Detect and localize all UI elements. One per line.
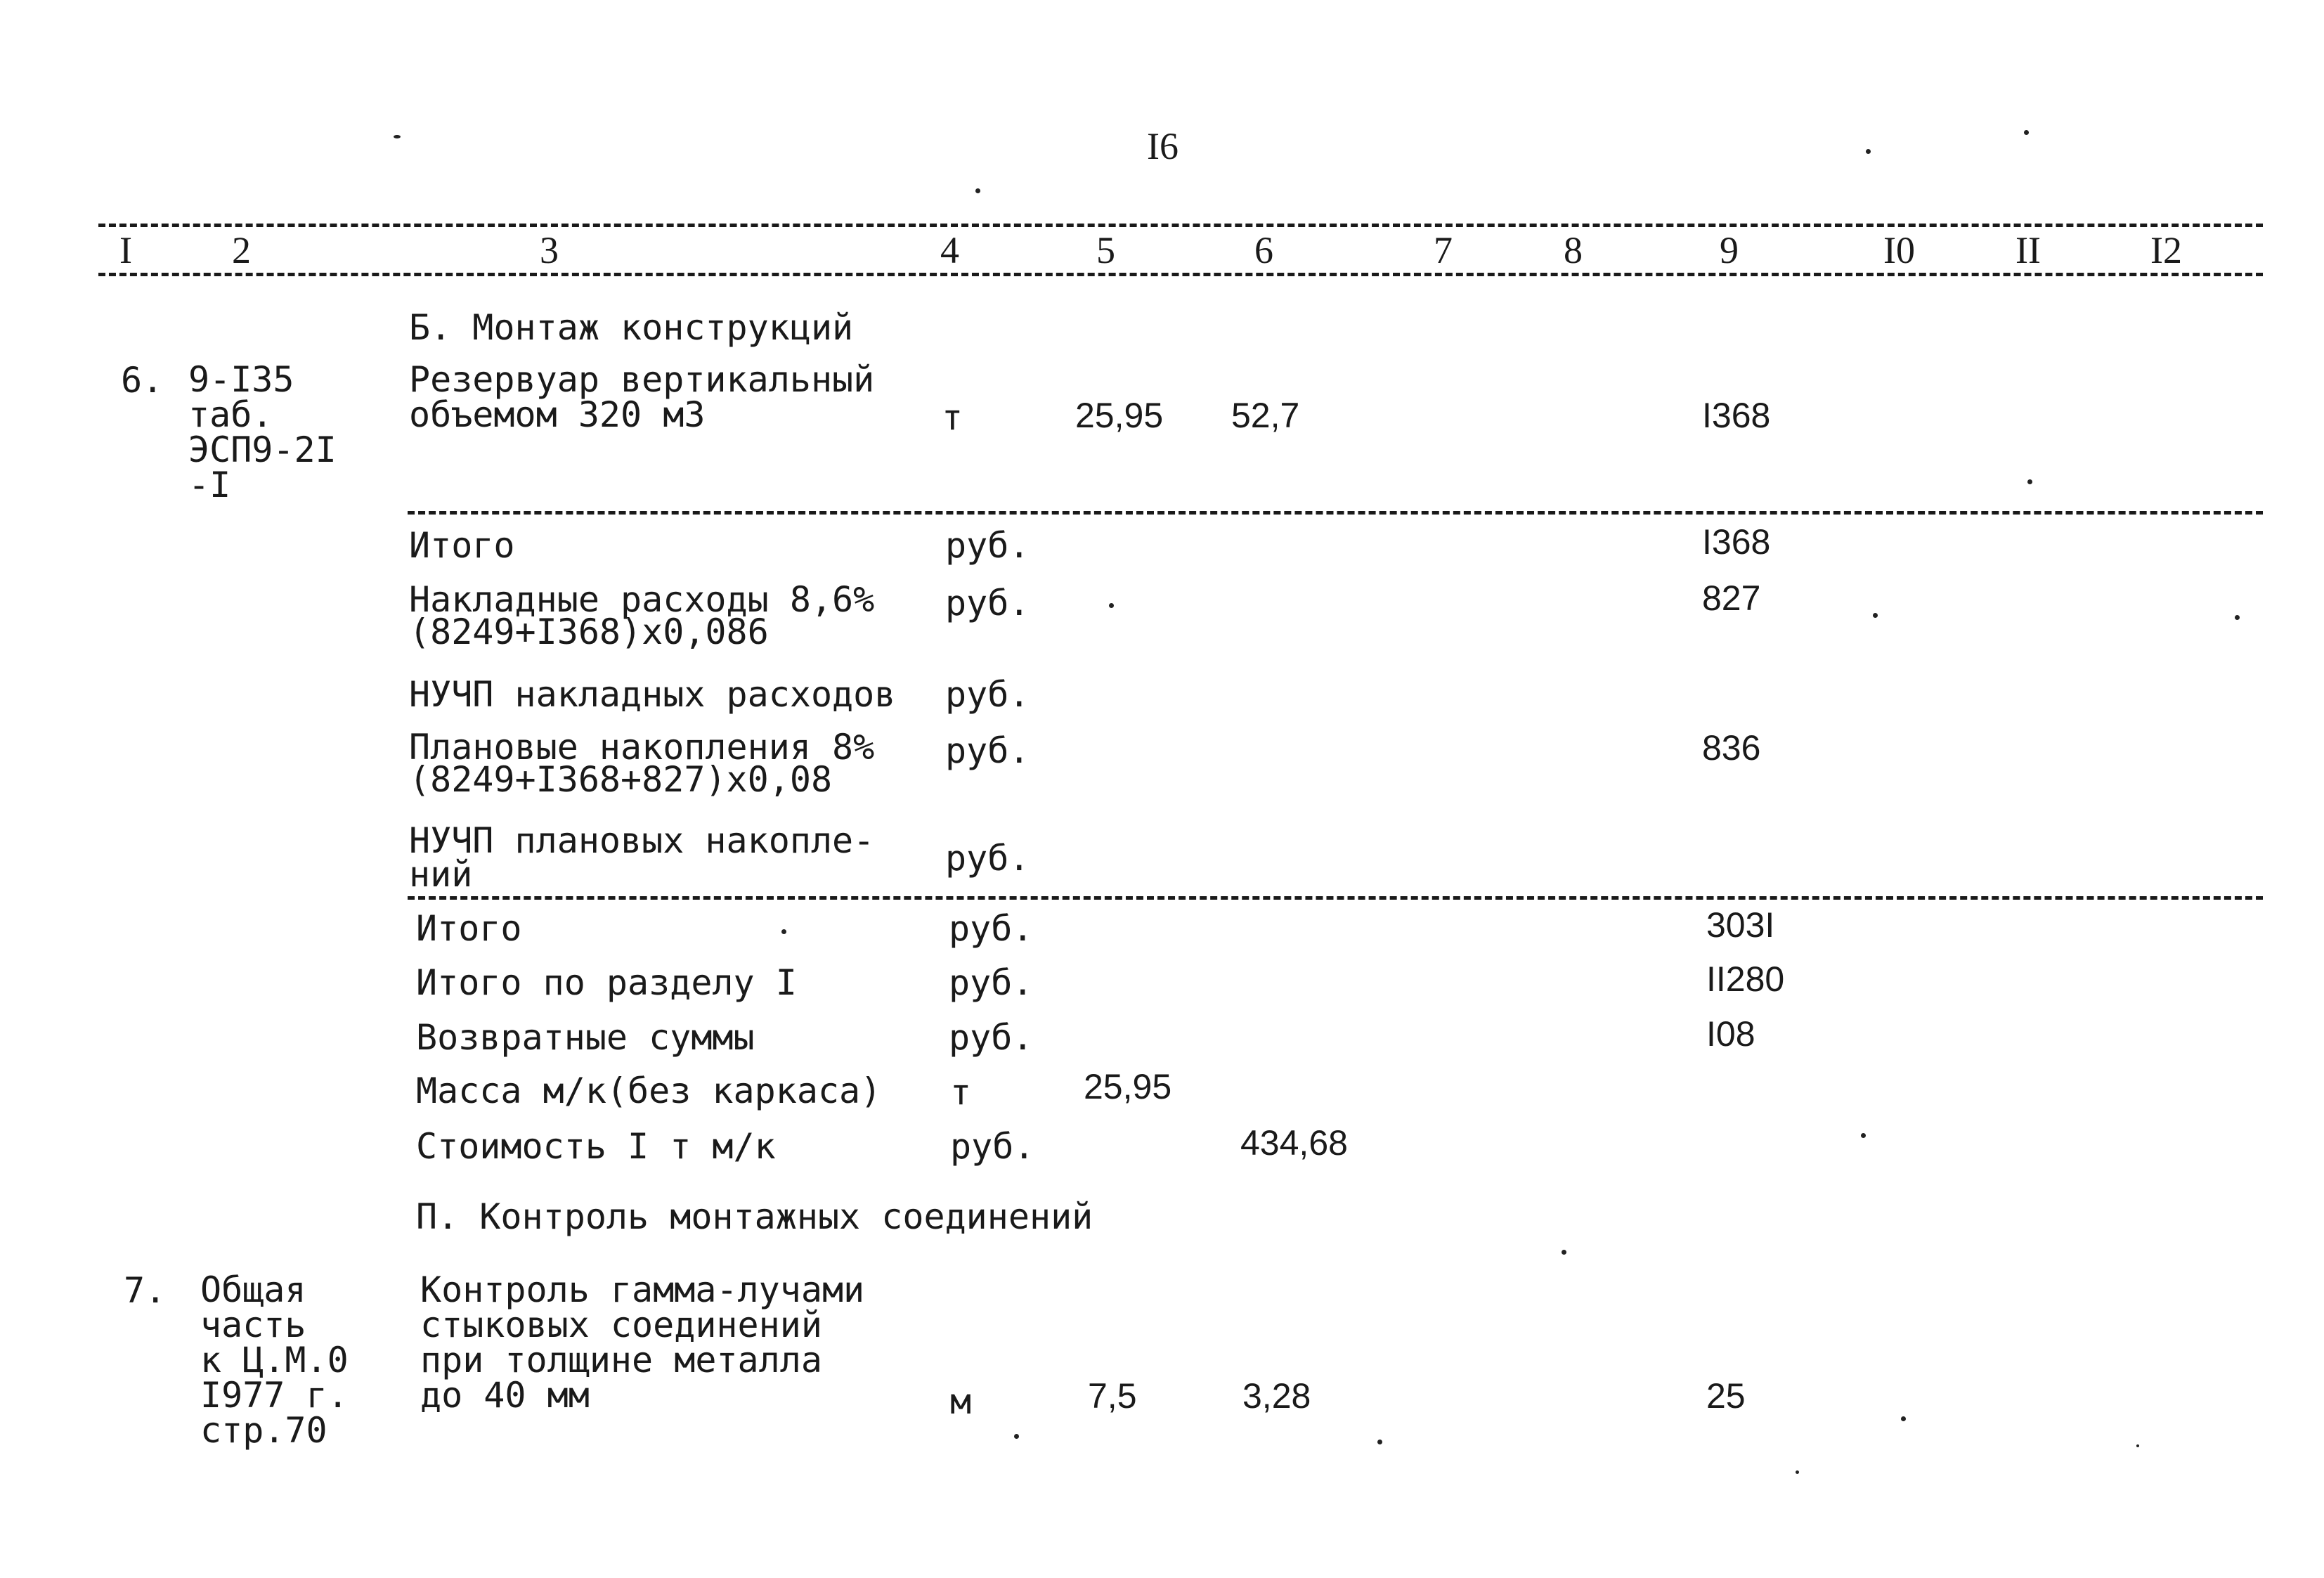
summary-itogo-label: Итого	[409, 525, 515, 566]
table-top-rule	[98, 224, 2263, 227]
scan-speck	[2027, 479, 2032, 484]
column-header-11: II	[2015, 229, 2041, 271]
return-sums-value: I08	[1706, 1014, 1755, 1054]
scan-speck	[1866, 149, 1871, 154]
column-header-6: 6	[1254, 229, 1273, 271]
cost-per-ton-unit: руб.	[950, 1126, 1035, 1167]
item7-reference: Общая часть к Ц.М.0 I977 г. стр.70	[200, 1269, 349, 1451]
scan-speck	[2136, 1444, 2139, 1447]
summary-divider	[408, 896, 2263, 900]
cost-per-ton-label: Стоимость I т м/к	[416, 1126, 776, 1167]
scan-speck	[2235, 615, 2240, 620]
return-sums-label: Возвратные суммы	[416, 1017, 755, 1058]
item6-quantity: 25,95	[1075, 396, 1164, 435]
item6-divider	[408, 511, 2263, 515]
header-bottom-rule	[98, 273, 2263, 276]
item6-reference: 9-I35 таб. ЭСП9-2I -I	[188, 359, 337, 505]
scan-speck	[1377, 1440, 1382, 1444]
overhead-label: Накладные расходы 8,6% (8249+I368)x0,086	[409, 579, 875, 652]
column-header-9: 9	[1720, 229, 1739, 271]
item6-unit: т	[942, 397, 963, 438]
scan-speck	[1562, 1250, 1566, 1255]
scan-speck	[1901, 1416, 1906, 1421]
item7-unit: м	[950, 1381, 972, 1422]
mass-unit: т	[950, 1072, 972, 1113]
item6-unit-price: 52,7	[1231, 396, 1300, 435]
planned-savings-total: 836	[1702, 728, 1761, 768]
item7-unit-price: 3,28	[1242, 1376, 1311, 1416]
cost-per-ton-value: 434,68	[1240, 1123, 1348, 1163]
scan-speck	[394, 135, 401, 138]
total-value: 303I	[1706, 905, 1775, 945]
section-total-value: II280	[1706, 959, 1785, 999]
summary-itogo-total: I368	[1702, 522, 1771, 562]
overhead-unit: руб.	[945, 583, 1030, 623]
column-header-1: I	[119, 229, 132, 271]
planned-savings-unit: руб.	[945, 730, 1030, 771]
section-ii-title: П. Контроль монтажных соединений	[416, 1196, 1093, 1237]
item7-quantity: 7,5	[1088, 1376, 1137, 1416]
total-unit: руб.	[949, 908, 1034, 949]
item6-description: Резервуар вертикальный объемом 320 м3	[409, 359, 875, 435]
scan-speck	[1873, 613, 1878, 618]
scan-speck	[975, 188, 980, 193]
mass-value: 25,95	[1084, 1067, 1172, 1106]
column-header-7: 7	[1434, 229, 1453, 271]
column-header-5: 5	[1096, 229, 1115, 271]
item6-total: I368	[1702, 396, 1771, 435]
page-number: I6	[1147, 125, 1179, 167]
column-header-3: 3	[540, 229, 559, 271]
item7-total: 25	[1706, 1376, 1746, 1416]
column-header-8: 8	[1564, 229, 1583, 271]
section-total-unit: руб.	[949, 962, 1034, 1003]
item7-description: Контроль гамма-лучами стыковых соединений при толщине металла до 40 мм	[420, 1269, 865, 1416]
return-sums-unit: руб.	[949, 1017, 1034, 1058]
mass-label: Масса м/к(без каркаса)	[416, 1071, 882, 1111]
column-header-2: 2	[232, 229, 251, 271]
total-label: Итого	[416, 908, 522, 949]
section-b-title: Б. Монтаж конструкций	[409, 307, 854, 348]
column-header-4: 4	[940, 229, 959, 271]
planned-savings-label: Плановые накопления 8% (8249+I368+827)x0,08	[409, 727, 875, 800]
column-header-10: I0	[1883, 229, 1915, 271]
item6-number: 6.	[121, 360, 164, 401]
overhead-total: 827	[1702, 578, 1761, 618]
scan-speck	[1861, 1133, 1866, 1138]
item7-number: 7.	[124, 1270, 167, 1311]
summary-itogo-unit: руб.	[945, 525, 1030, 566]
section-total-label: Итого по разделу I	[416, 962, 797, 1003]
nuchp-savings-label: НУЧП плановых накопле- ний	[409, 820, 875, 895]
scan-speck	[1014, 1434, 1019, 1439]
scan-speck	[1796, 1470, 1799, 1474]
nuchp-overhead-unit: руб.	[945, 674, 1030, 715]
scan-speck	[781, 929, 786, 934]
nuchp-savings-unit: руб.	[945, 838, 1030, 879]
scan-speck	[2024, 130, 2029, 135]
scan-speck	[1109, 603, 1114, 608]
nuchp-overhead-label: НУЧП накладных расходов	[409, 674, 896, 715]
column-header-12: I2	[2150, 229, 2182, 271]
